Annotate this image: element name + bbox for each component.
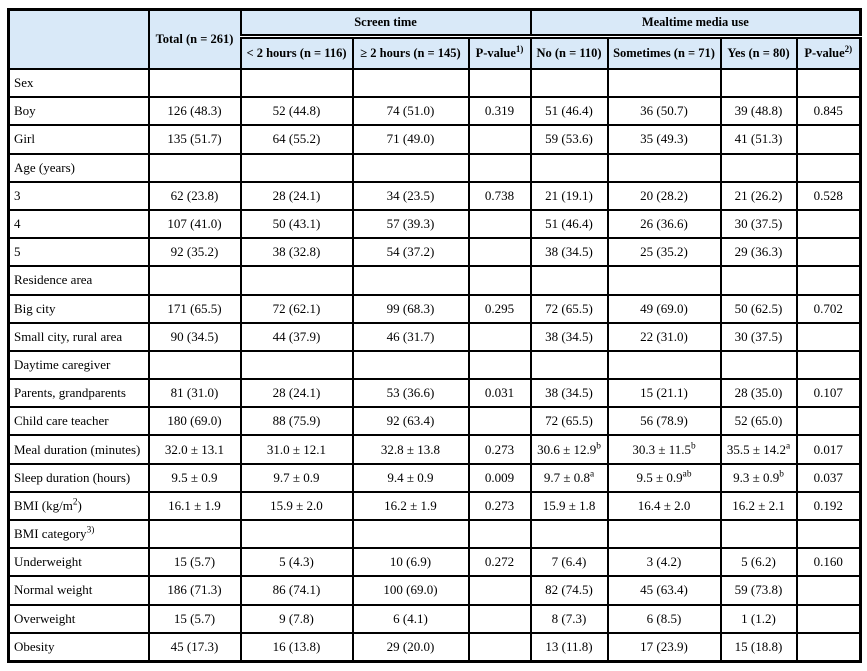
data-cell: [149, 520, 241, 548]
table-row: [9, 182, 861, 210]
table-row: [9, 238, 861, 266]
data-cell: 15.9 ± 1.8: [531, 492, 608, 520]
column-header-sometimes: Sometimes (n = 71): [608, 37, 721, 70]
data-cell: 82 (74.5): [531, 576, 608, 604]
data-cell: 72 (62.1): [241, 295, 353, 323]
row-label: Overweight: [9, 605, 149, 633]
data-cell: 88 (75.9): [241, 407, 353, 435]
data-cell: [241, 69, 353, 97]
data-cell: [797, 266, 861, 294]
data-cell: 16.4 ± 2.0: [608, 492, 721, 520]
data-cell: 57 (39.3): [353, 210, 469, 238]
data-cell: 81 (31.0): [149, 379, 241, 407]
data-cell: 0.319: [469, 97, 531, 125]
data-cell: [353, 69, 469, 97]
data-cell: [469, 125, 531, 153]
data-cell: [353, 520, 469, 548]
column-header-ge-2-hours: ≥ 2 hours (n = 145): [353, 37, 469, 70]
row-label: Boy: [9, 97, 149, 125]
data-cell: [721, 351, 797, 379]
data-cell: [721, 69, 797, 97]
data-cell: [469, 605, 531, 633]
row-label: BMI category$^{3)}$: [9, 520, 149, 548]
data-cell: 13 (11.8): [531, 633, 608, 662]
data-cell: 38 (34.5): [531, 238, 608, 266]
data-cell: 32.8 ± 13.8: [353, 435, 469, 463]
data-cell: [797, 351, 861, 379]
data-cell: 90 (34.5): [149, 323, 241, 351]
group-header-mealtime-media-use: Mealtime media use: [531, 10, 861, 37]
group-header-screen-time: Screen time: [241, 10, 531, 37]
data-cell: 15 (21.1): [608, 379, 721, 407]
data-cell: [469, 266, 531, 294]
table-row: [9, 266, 861, 294]
data-cell: 15 (5.7): [149, 548, 241, 576]
data-cell: [797, 605, 861, 633]
data-cell: [797, 407, 861, 435]
data-cell: 54 (37.2): [353, 238, 469, 266]
data-cell: 41 (51.3): [721, 125, 797, 153]
table-row: [9, 520, 861, 548]
data-cell: 92 (35.2): [149, 238, 241, 266]
data-cell: 3 (4.2): [608, 548, 721, 576]
data-cell: 21 (26.2): [721, 182, 797, 210]
data-cell: 38 (34.5): [531, 323, 608, 351]
column-header-yes: Yes (n = 80): [721, 37, 797, 70]
data-cell: 30.3 ± 11.5$^b$: [608, 435, 721, 463]
data-cell: [241, 351, 353, 379]
data-cell: 126 (48.3): [149, 97, 241, 125]
data-cell: 59 (53.6): [531, 125, 608, 153]
data-cell: 17 (23.9): [608, 633, 721, 662]
data-cell: 16.2 ± 1.9: [353, 492, 469, 520]
data-cell: 59 (73.8): [721, 576, 797, 604]
data-cell: [608, 154, 721, 182]
data-cell: 92 (63.4): [353, 407, 469, 435]
data-cell: 5 (6.2): [721, 548, 797, 576]
column-header-total: Total (n = 261): [149, 10, 241, 70]
data-cell: [797, 69, 861, 97]
data-cell: 34 (23.5): [353, 182, 469, 210]
row-label: BMI $(kg/m^2)$: [9, 492, 149, 520]
data-cell: 9.4 ± 0.9: [353, 464, 469, 492]
data-cell: [531, 520, 608, 548]
data-cell: [531, 69, 608, 97]
data-cell: 180 (69.0): [149, 407, 241, 435]
data-cell: 71 (49.0): [353, 125, 469, 153]
row-label: Age (years): [9, 154, 149, 182]
data-cell: [149, 154, 241, 182]
data-cell: 0.295: [469, 295, 531, 323]
corner-cell: [9, 10, 149, 70]
data-cell: [797, 633, 861, 662]
data-cell: [797, 210, 861, 238]
data-cell: 9.5 ± 0.9: [149, 464, 241, 492]
data-cell: 35 (49.3): [608, 125, 721, 153]
row-label: Residence area: [9, 266, 149, 294]
row-label: Big city: [9, 295, 149, 323]
data-cell: 99 (68.3): [353, 295, 469, 323]
data-cell: [469, 520, 531, 548]
data-cell: 0.031: [469, 379, 531, 407]
data-cell: 186 (71.3): [149, 576, 241, 604]
table-row: [9, 379, 861, 407]
data-cell: [797, 154, 861, 182]
data-cell: 32.0 ± 13.1: [149, 435, 241, 463]
data-cell: [608, 69, 721, 97]
table-row: [9, 351, 861, 379]
data-cell: 0.273: [469, 492, 531, 520]
column-header-no: No (n = 110): [531, 37, 608, 70]
data-cell: [241, 266, 353, 294]
data-cell: [531, 154, 608, 182]
data-cell: 9.5 ± 0.9$^{ab}$: [608, 464, 721, 492]
data-cell: 9 (7.8): [241, 605, 353, 633]
data-cell: [149, 69, 241, 97]
row-label: Girl: [9, 125, 149, 153]
table-row: [9, 323, 861, 351]
table-row: [9, 210, 861, 238]
data-cell: [797, 576, 861, 604]
data-cell: 45 (17.3): [149, 633, 241, 662]
row-label: Obesity: [9, 633, 149, 662]
data-cell: [531, 266, 608, 294]
data-cell: 51 (46.4): [531, 97, 608, 125]
data-cell: [721, 520, 797, 548]
table-row: [9, 464, 861, 492]
data-cell: 9.7 ± 0.8$^a$: [531, 464, 608, 492]
data-cell: 0.192: [797, 492, 861, 520]
data-cell: 0.528: [797, 182, 861, 210]
data-cell: 171 (65.5): [149, 295, 241, 323]
data-cell: 62 (23.8): [149, 182, 241, 210]
data-cell: 0.017: [797, 435, 861, 463]
data-cell: 10 (6.9): [353, 548, 469, 576]
data-cell: 28 (24.1): [241, 182, 353, 210]
data-cell: 16.1 ± 1.9: [149, 492, 241, 520]
data-cell: 135 (51.7): [149, 125, 241, 153]
data-cell: [353, 154, 469, 182]
row-label: Child care teacher: [9, 407, 149, 435]
data-cell: 6 (8.5): [608, 605, 721, 633]
data-cell: [469, 238, 531, 266]
column-header-p-value-1: P-value$^{1)}$: [469, 37, 531, 70]
table-row: [9, 605, 861, 633]
data-cell: 25 (35.2): [608, 238, 721, 266]
data-cell: 51 (46.4): [531, 210, 608, 238]
data-cell: [469, 576, 531, 604]
data-cell: 44 (37.9): [241, 323, 353, 351]
data-cell: 16.2 ± 2.1: [721, 492, 797, 520]
data-cell: [721, 266, 797, 294]
characteristics-table: [7, 8, 862, 663]
data-cell: 107 (41.0): [149, 210, 241, 238]
table-row: [9, 492, 861, 520]
row-label: 3: [9, 182, 149, 210]
data-cell: 9.3 ± 0.9$^b$: [721, 464, 797, 492]
data-cell: [469, 69, 531, 97]
data-cell: 29 (36.3): [721, 238, 797, 266]
data-cell: [608, 266, 721, 294]
data-cell: [721, 154, 797, 182]
row-label: Daytime caregiver: [9, 351, 149, 379]
data-cell: 21 (19.1): [531, 182, 608, 210]
data-cell: 50 (43.1): [241, 210, 353, 238]
data-cell: [469, 210, 531, 238]
data-cell: [797, 520, 861, 548]
data-cell: 52 (65.0): [721, 407, 797, 435]
data-cell: [531, 351, 608, 379]
data-cell: [469, 351, 531, 379]
data-cell: 0.702: [797, 295, 861, 323]
data-cell: 0.107: [797, 379, 861, 407]
data-cell: [353, 351, 469, 379]
row-label: 5: [9, 238, 149, 266]
data-cell: 30.6 ± 12.9$^b$: [531, 435, 608, 463]
row-label: Sleep duration (hours): [9, 464, 149, 492]
data-cell: 16 (13.8): [241, 633, 353, 662]
data-cell: [797, 125, 861, 153]
table-row: [9, 295, 861, 323]
table-row: [9, 548, 861, 576]
column-header-lt-2-hours: < 2 hours (n = 116): [241, 37, 353, 70]
column-header-p-value-2: P-value$^{2)}$: [797, 37, 861, 70]
data-cell: [149, 351, 241, 379]
table-row: [9, 154, 861, 182]
data-cell: 36 (50.7): [608, 97, 721, 125]
data-cell: 0.009: [469, 464, 531, 492]
data-cell: [469, 323, 531, 351]
data-cell: [608, 351, 721, 379]
data-cell: 7 (6.4): [531, 548, 608, 576]
data-cell: [797, 323, 861, 351]
data-cell: [149, 266, 241, 294]
data-cell: 9.7 ± 0.9: [241, 464, 353, 492]
table-body: [9, 69, 861, 661]
data-cell: 22 (31.0): [608, 323, 721, 351]
data-cell: 6 (4.1): [353, 605, 469, 633]
data-cell: 31.0 ± 12.1: [241, 435, 353, 463]
data-cell: [241, 520, 353, 548]
table-header: [9, 10, 861, 70]
data-cell: 72 (65.5): [531, 407, 608, 435]
data-cell: 86 (74.1): [241, 576, 353, 604]
data-cell: 64 (55.2): [241, 125, 353, 153]
data-cell: 15 (18.8): [721, 633, 797, 662]
data-cell: 46 (31.7): [353, 323, 469, 351]
data-cell: 30 (37.5): [721, 210, 797, 238]
data-cell: [469, 154, 531, 182]
data-cell: 0.272: [469, 548, 531, 576]
table-row: [9, 69, 861, 97]
row-label: Underweight: [9, 548, 149, 576]
data-cell: 52 (44.8): [241, 97, 353, 125]
data-cell: 28 (24.1): [241, 379, 353, 407]
row-label: 4: [9, 210, 149, 238]
data-cell: 38 (34.5): [531, 379, 608, 407]
data-cell: [469, 633, 531, 662]
table-row: [9, 125, 861, 153]
row-label: Meal duration (minutes): [9, 435, 149, 463]
data-cell: 49 (69.0): [608, 295, 721, 323]
data-cell: 56 (78.9): [608, 407, 721, 435]
data-cell: [353, 266, 469, 294]
data-cell: 72 (65.5): [531, 295, 608, 323]
data-cell: 30 (37.5): [721, 323, 797, 351]
data-cell: 0.738: [469, 182, 531, 210]
data-cell: 74 (51.0): [353, 97, 469, 125]
row-label: Small city, rural area: [9, 323, 149, 351]
data-cell: [241, 154, 353, 182]
data-cell: 39 (48.8): [721, 97, 797, 125]
row-label: Sex: [9, 69, 149, 97]
data-cell: [608, 520, 721, 548]
data-cell: 5 (4.3): [241, 548, 353, 576]
table-row: [9, 633, 861, 662]
table-row: [9, 435, 861, 463]
data-cell: 26 (36.6): [608, 210, 721, 238]
data-cell: [469, 407, 531, 435]
data-cell: 38 (32.8): [241, 238, 353, 266]
data-cell: 15.9 ± 2.0: [241, 492, 353, 520]
row-label: Parents, grandparents: [9, 379, 149, 407]
data-cell: 1 (1.2): [721, 605, 797, 633]
data-cell: 0.845: [797, 97, 861, 125]
data-cell: 35.5 ± 14.2$^a$: [721, 435, 797, 463]
data-cell: 0.273: [469, 435, 531, 463]
data-cell: 45 (63.4): [608, 576, 721, 604]
table-row: [9, 97, 861, 125]
table-row: [9, 407, 861, 435]
data-cell: 0.160: [797, 548, 861, 576]
data-cell: 50 (62.5): [721, 295, 797, 323]
data-cell: 29 (20.0): [353, 633, 469, 662]
data-cell: 53 (36.6): [353, 379, 469, 407]
data-cell: [797, 238, 861, 266]
data-cell: 28 (35.0): [721, 379, 797, 407]
table-row: [9, 576, 861, 604]
data-cell: 0.037: [797, 464, 861, 492]
data-cell: 100 (69.0): [353, 576, 469, 604]
row-label: Normal weight: [9, 576, 149, 604]
data-cell: 20 (28.2): [608, 182, 721, 210]
data-cell: 15 (5.7): [149, 605, 241, 633]
data-cell: 8 (7.3): [531, 605, 608, 633]
